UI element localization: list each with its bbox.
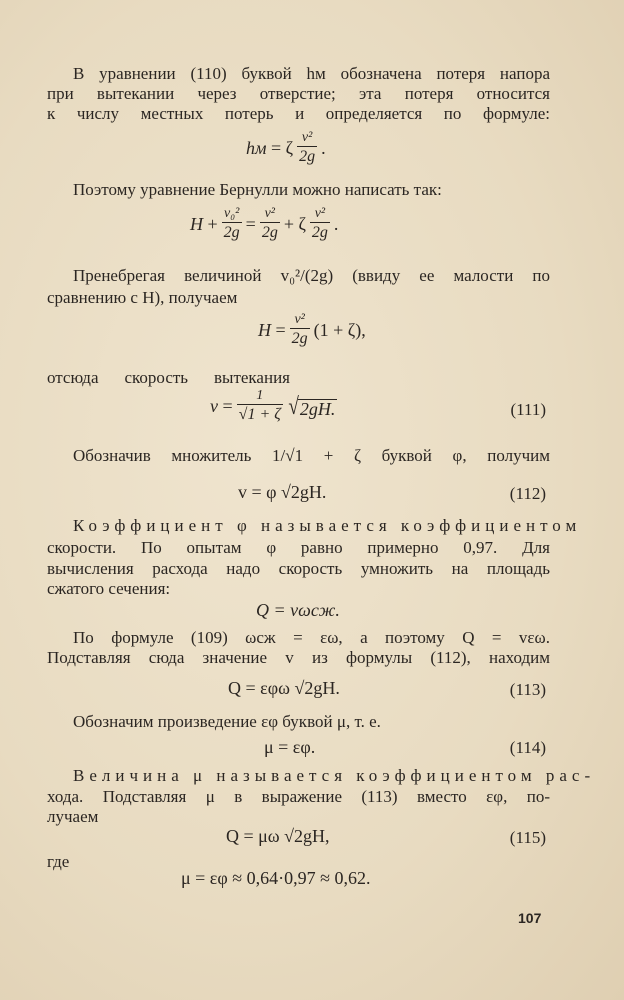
page-number: 107 [518,910,542,926]
fraction [297,130,317,167]
denominator: 2g [291,330,308,347]
numerator: 1 [256,388,264,403]
formula-v [210,388,337,425]
equation-number: (114) [509,738,546,757]
text-line: Обозначив множитель 1/√1 + ζ буквой φ, получим [73,446,550,465]
numerator: v₀² [224,206,240,221]
text-line: Подставляя сюда значение v из формулы (112), находим [47,648,550,667]
fraction [290,312,310,349]
text-line: Коэффициент φ называется коэффициентом [73,516,582,535]
formula-part: + [207,214,218,234]
formula-part: = [245,214,256,234]
equation-number: (111) [510,400,546,419]
numerator: v² [264,206,276,221]
formula-part: . [321,138,326,158]
text-line: сравнению с H), получаем [47,288,238,307]
formula-h [258,312,366,349]
numerator: v² [301,130,313,145]
formula-part: = [222,396,233,416]
text-line: отсюда скорость вытекания [47,368,290,387]
text-line: при вытекании через отверстие; эта потеря относится [47,84,550,103]
formula-part: . [333,214,339,234]
text-line: к числу местных потерь и определяется по формуле: [47,104,550,123]
text-line: В уравнении (110) буквой hм обозначена потеря напора [73,64,550,83]
text-line: лучаем [47,807,99,826]
denominator: 2g [261,224,278,241]
text-line: Поэтому уравнение Бернулли можно написать так: [73,180,442,199]
formula-part: = [275,320,286,340]
radicand: 2gH. [299,398,336,419]
fraction [310,206,330,243]
equation-number: (113) [509,680,546,699]
equation-number: (115) [509,828,546,847]
denominator: 2g [223,224,240,241]
text-line: Величина μ называется коэффициентом рас- [73,766,596,785]
formula-part: ζ [285,138,294,158]
fraction [222,206,242,243]
formula-part: H [190,214,203,234]
formula-bernoulli [190,206,338,243]
formula-part: H [258,320,271,340]
text-line: скорости. По опытам φ равно примерно 0,97. Для [47,538,550,557]
formula-part: v [210,396,218,416]
formula-part: hм [246,138,267,158]
formula-part: (1 + ζ), [313,320,366,340]
formula-mu-value: μ = εφ ≈ 0,64·0,97 ≈ 0,62. [181,868,371,888]
text-line: По формуле (109) ωсж = εω, а поэтому Q = vεω. [73,628,550,647]
formula-hm [246,130,326,167]
denominator: 2g [299,148,316,165]
formula-part: ζ [298,214,306,234]
formula-q-113: Q = εφω √2gH. [228,678,340,698]
text-line: хода. Подставляя μ в выражение (113) вместо εφ, по- [47,787,550,806]
text-line: где [47,852,70,871]
text-line: Пренебрегая величиной v₀²/(2g) (ввиду ее малости по [73,266,550,285]
fraction [237,388,283,425]
text-line: вычисления расхода надо скорость умножить на площадь [47,559,550,578]
formula-q: Q = vωсж. [256,600,340,620]
numerator: v² [314,206,326,221]
formula-v-phi: v = φ √2gH. [238,482,327,502]
equation-number: (112) [509,484,546,503]
denominator: √1 + ζ [238,406,281,423]
formula-part: = [271,138,282,158]
square-root: √ 2gH. [288,393,336,420]
text-line: Обозначим произведение εφ буквой μ, т. е. [73,712,381,731]
text-line: сжатого сечения: [47,579,171,598]
formula-part: + [283,214,294,234]
denominator: 2g [311,224,328,241]
fraction [260,206,280,243]
formula-q-115: Q = μω √2gH, [226,826,330,846]
formula-mu: μ = εφ. [264,737,316,757]
numerator: v² [294,312,305,327]
